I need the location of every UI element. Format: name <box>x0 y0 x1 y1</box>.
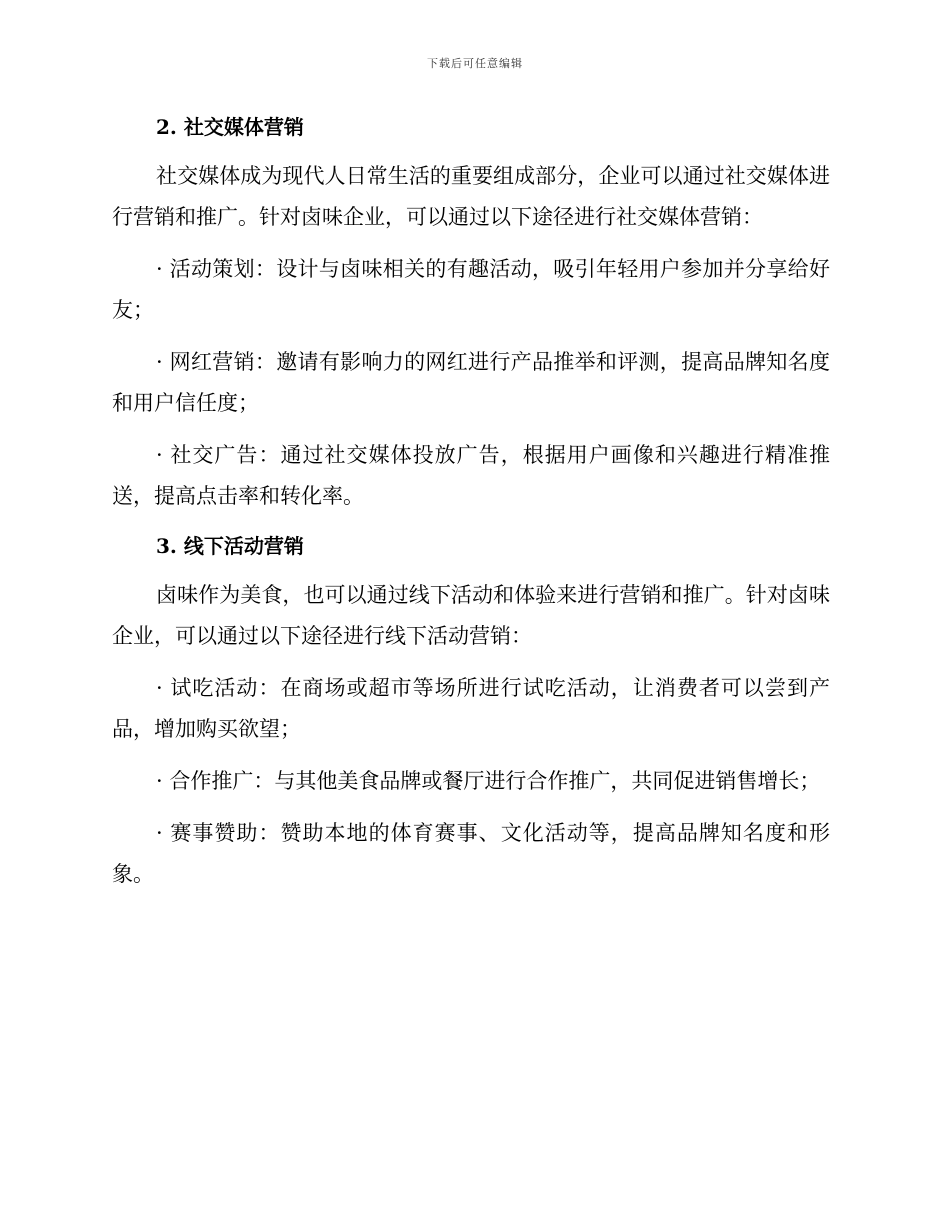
list-item: · 赛事赞助：赞助本地的体育赛事、文化活动等，提高品牌知名度和形象。 <box>112 821 830 886</box>
list-item: · 社交广告：通过社交媒体投放广告，根据用户画像和兴趣进行精准推送，提高点击率和转化率。 <box>112 443 830 508</box>
list-item: · 网红营销：邀请有影响力的网红进行产品推举和评测，提高品牌知名度和用户信任度； <box>112 350 830 415</box>
list-item: · 合作推广：与其他美食品牌或餐厅进行合作推广，共同促进销售增长； <box>156 769 821 793</box>
section-heading-social-media: 2. 社交媒体营销 <box>156 115 304 139</box>
list-item: · 试吃活动：在商场或超市等场所进行试吃活动，让消费者可以尝到产品，增加购买欲望； <box>112 676 830 741</box>
section-heading-offline-events: 3. 线下活动营销 <box>156 534 304 558</box>
page-header-note: 下载后可任意编辑 <box>427 57 523 70</box>
list-item: · 活动策划：设计与卤味相关的有趣活动，吸引年轻用户参加并分享给好友； <box>112 257 830 322</box>
section-intro-offline-events: 卤味作为美食，也可以通过线下活动和体验来进行营销和推广。针对卤味企业，可以通过以下途径进行线下活动营销： <box>112 583 830 648</box>
document-body <box>112 110 830 895</box>
section-intro-social-media: 社交媒体成为现代人日常生活的重要组成部分，企业可以通过社交媒体进行营销和推广。针对卤味企业，可以通过以下途径进行社交媒体营销： <box>112 164 830 229</box>
